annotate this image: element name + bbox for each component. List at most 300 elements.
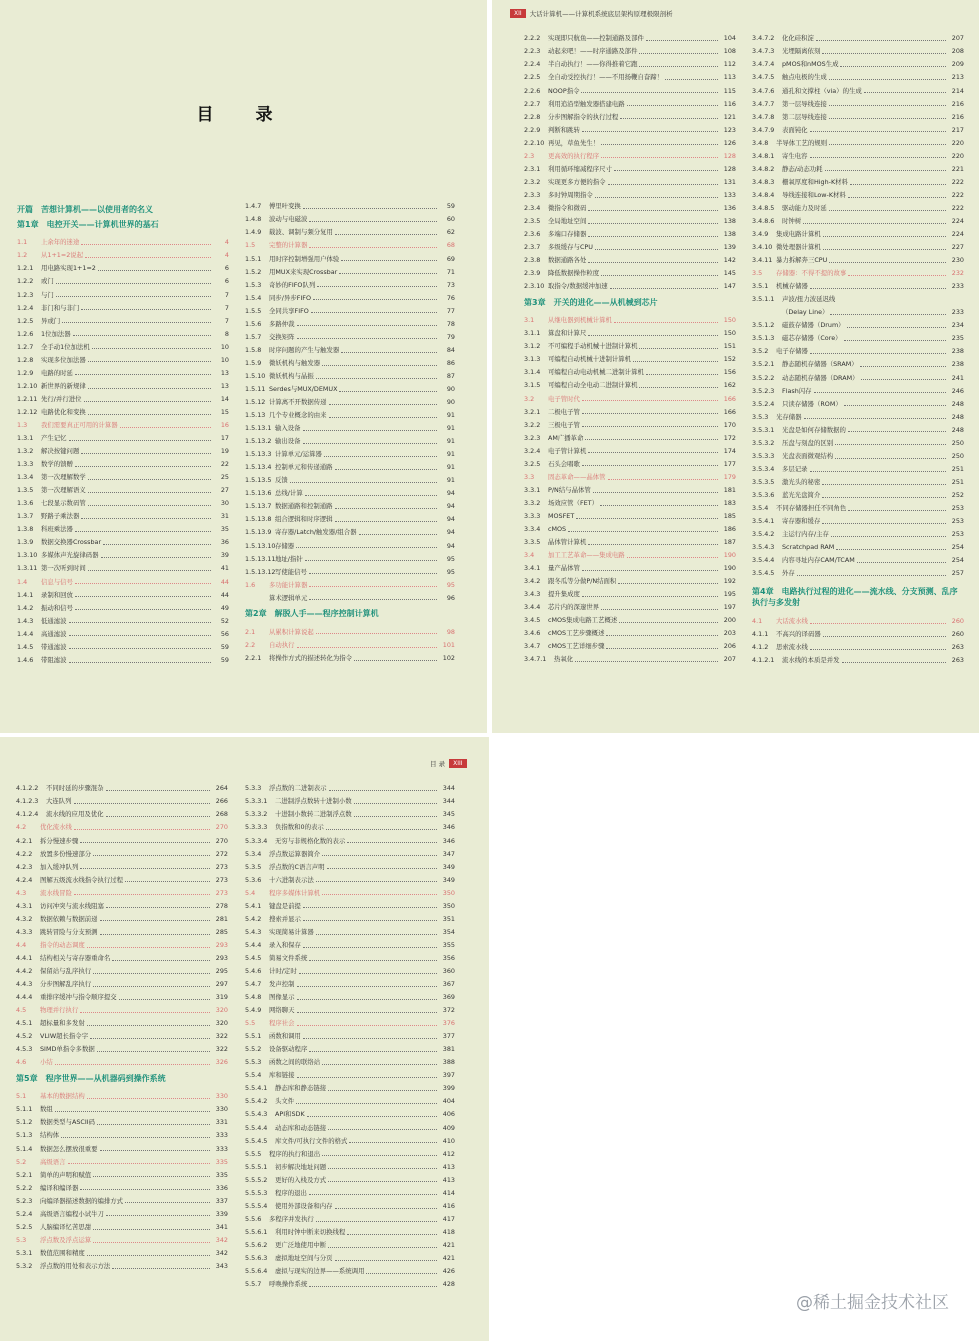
dot-leader [74,894,210,895]
toc-page-number: 91 [446,476,455,485]
toc-number: 第3章 [524,297,546,307]
dot-leader [68,1163,210,1164]
toc-page-number: 235 [951,334,964,343]
toc-title: 不同存储器担任不同角色 [776,504,847,512]
dot-leader [829,144,946,145]
dot-leader [316,633,437,634]
toc-title: 高级语言 [40,1157,66,1166]
toc-page-1 [0,0,487,733]
toc-entry [17,236,229,249]
dot-leader [829,210,946,211]
toc-number: 3.5.3.5 [752,477,775,486]
toc-number: 1.3.2 [17,447,34,456]
toc-number: 5.4.8 [245,993,262,1002]
toc-title: 程序多媒体计算机 [269,888,321,897]
toc-page-number: 94 [446,502,455,511]
toc-page-number: 330 [215,1105,228,1114]
toc-number: 5.1.1 [16,1105,33,1114]
toc-title: 光存储器 [776,412,802,421]
toc-entry [245,808,455,821]
dot-leader [844,340,946,341]
toc-entry [245,200,455,213]
toc-entry [752,410,964,423]
dot-leader [576,518,718,519]
dot-leader [119,999,210,1000]
toc-page-number: 320 [215,1006,228,1015]
toc-entry [245,383,455,396]
toc-entry [17,353,229,366]
toc-title: 不可编程手动机械十进制计算机 [548,342,638,351]
toc-entry [17,288,229,301]
toc-page-number: 27 [220,486,229,495]
toc-number: 4.2.1 [16,836,33,845]
dot-leader [80,842,210,843]
toc-number: 5.3.1 [16,1248,33,1257]
dot-leader [814,392,946,393]
toc-number: 第5章 [16,1074,38,1084]
toc-entry [16,1103,228,1116]
toc-page-number: 151 [723,342,736,351]
toc-title: 网络聊天 [269,1006,295,1015]
toc-entry [752,332,964,345]
toc-page-number: 428 [442,1280,455,1289]
toc-page-number: 270 [215,836,228,845]
toc-page-number: 335 [215,1170,228,1179]
toc-page-number: 266 [215,797,228,806]
toc-number: 5.1.4 [16,1144,33,1153]
dot-leader [297,999,437,1000]
toc-title: 野路子乘法器 [41,512,80,521]
dot-leader [87,1025,210,1026]
toc-title: 第一层导线连接 [782,99,827,108]
toc-title: 静态/动态功耗 [782,164,823,173]
toc-page-number: 179 [723,472,736,481]
toc-entry [16,1181,228,1194]
dot-leader [639,387,718,388]
toc-entry [245,500,455,513]
toc-title: 实现多位加法器 [41,355,86,364]
toc-number: 1.5.6 [245,319,262,328]
toc-page-number: 342 [215,1248,228,1257]
toc-chapter [17,221,229,229]
toc-title: 取指令/数据缓冲加速 [548,282,608,291]
toc-page-number: 322 [215,1045,228,1054]
toc-number: 1.3.5 [17,486,34,495]
dot-leader [857,562,946,563]
dot-leader [341,352,437,353]
toc-number: 2.2.1 [245,653,262,662]
toc-title: 电子管计算机 [548,446,587,455]
toc-number: 2.3.8 [524,256,541,265]
toc-number: 1.2.2 [17,277,34,286]
toc-title: 1位加法器 [41,329,71,338]
dot-leader [80,1189,210,1190]
toc-number: 4.1.2.2 [16,784,39,793]
toc-page-number: 77 [446,306,455,315]
dot-leader [322,1064,437,1065]
toc-number: 1.5.13.7 [245,502,272,511]
toc-title: 大话流水线 [776,617,808,626]
toc-page-number: 257 [951,569,964,578]
dot-leader [303,430,437,431]
dot-leader [297,1025,437,1026]
toc-number: 5.5.4.1 [245,1084,268,1093]
toc-page-number: 16 [220,420,229,429]
toc-page-number: 369 [442,993,455,1002]
toc-number: 5.1.3 [16,1131,33,1140]
toc-entry [16,912,228,925]
toc-number: 第4章 [752,586,774,596]
toc-title: 十进制小数转二进制浮点数 [275,810,352,819]
toc-title: 访问冲突与流水线阻塞 [40,901,104,910]
toc-number: 3.4.7.8 [752,112,775,121]
toc-page-number: 220 [951,151,964,160]
dot-leader [810,471,946,472]
dot-leader [606,635,718,636]
toc-entry [245,1121,455,1134]
toc-entry [752,436,964,449]
toc-entry [16,991,228,1004]
toc-number: 3.4.6 [524,629,541,638]
toc-number: 3.1.3 [524,355,541,364]
toc-entry [17,497,229,510]
toc-title: 载波、调制与频分复用 [269,228,333,237]
toc-page-number: 142 [723,256,736,265]
dot-leader [75,609,211,610]
toc-number: 1.3.7 [17,512,34,521]
toc-entry [17,562,229,575]
toc-number: 5.5.5.4 [245,1201,268,1210]
toc-title: 跳转冒险与分支预测 [40,927,98,936]
toc-entry [752,306,964,319]
toc-page-number: 273 [215,862,228,871]
toc-number: 4.3.3 [16,927,33,936]
dot-leader [614,170,718,171]
dot-leader [601,609,718,610]
toc-number: 2.3.10 [524,282,545,291]
dot-leader [831,536,946,537]
toc-title: 数据交换器Crossbar [41,538,102,547]
toc-page-number: 421 [442,1240,455,1249]
toc-page-number: 197 [723,603,736,612]
toc-page-number: 6 [224,277,229,286]
toc-title: 存储器：不得不提的故事 [776,269,847,278]
toc-page-number: 322 [215,1032,228,1041]
dot-leader [861,379,946,380]
toc-title: 流水线冒险 [40,888,72,897]
toc-number: 1.5.4 [245,293,262,302]
toc-page-number: 376 [442,1019,455,1028]
toc-number: 3.4.4 [524,603,541,612]
dot-leader [608,184,718,185]
toc-number: 5.4.1 [245,901,262,910]
toc-title: 加工工艺革命——集成电路 [548,551,625,560]
toc-number: 3.3.1 [524,485,541,494]
toc-entry [524,353,736,366]
toc-title: 多程序并发执行 [269,1214,314,1223]
dot-leader [296,1103,437,1104]
toc-number: 5.4.5 [245,953,262,962]
dot-leader [81,518,211,519]
toc-entry [524,162,736,175]
toc-entry [245,591,455,604]
toc-entry [752,489,964,502]
toc-entry [245,409,455,422]
toc-title: 寄存器和缓存 [782,517,821,526]
toc-entry [752,32,964,45]
toc-entry [752,162,964,175]
toc-title: 第一次理解语义 [41,486,86,495]
toc-page-number: 347 [442,849,455,858]
dot-leader [69,635,211,636]
toc-number: 3.3.5 [524,538,541,547]
toc-page-number: 248 [951,412,964,421]
toc-entry [752,515,964,528]
toc-title: 设备驱动程序 [269,1045,308,1054]
toc-page-number: 6 [224,264,229,273]
toc-entry [752,450,964,463]
toc-title: 拆分慢速步骤 [40,836,79,845]
toc-number: 2.2.7 [524,99,541,108]
toc-number: 3.4.7.4 [752,60,775,69]
dot-leader [347,842,437,843]
toc-entry [524,136,736,149]
toc-title: 降低数据操作粒度 [548,269,600,278]
toc-entry [245,1134,455,1147]
toc-page-number: 345 [442,810,455,819]
toc-chapter [16,1075,228,1083]
toc-title: 或门 [41,277,54,286]
dot-leader [92,348,211,349]
toc-title: 磁鼓存储器（Drum） [782,321,845,330]
toc-number: 1.2.8 [17,355,34,364]
toc-page-number: 206 [723,642,736,651]
toc-page-number: 13 [220,381,229,390]
toc-page-number: 418 [442,1227,455,1236]
toc-title: 开关的进化——从机械到芯片 [553,297,658,307]
dot-leader [328,1090,437,1091]
toc-number: 5.5.4.5 [245,1136,268,1145]
dot-leader [106,816,210,817]
toc-entry [524,653,736,666]
toc-entry [524,523,736,536]
toc-title: 使用外部设备和内存 [275,1201,333,1210]
toc-title: SIMD单指令多数据 [40,1045,95,1054]
toc-title: 编译和编译器 [40,1183,79,1192]
toc-title: 全局地址空间 [548,216,587,225]
toc-entry [17,393,229,406]
toc-page-number: 263 [951,643,964,652]
toc-page-number: 263 [951,656,964,665]
dot-leader [585,439,718,440]
toc-title: 分步图解指令的执行过程 [548,112,619,121]
dot-leader [601,275,718,276]
toc-title: 利用循环缩减程序尺寸 [548,164,612,173]
toc-entry [752,84,964,97]
dot-leader [848,197,946,198]
toc-entry [16,1056,228,1069]
dot-leader [639,53,718,54]
toc-title: 化化硅积淀 [782,34,814,43]
toc-number: 4.1.1 [752,630,769,639]
toc-title: 存储器 [275,541,295,550]
dot-leader [297,1012,437,1013]
toc-page-number: 355 [442,940,455,949]
toc-number: 3.5.2.4 [752,399,775,408]
toc-page-number: 273 [215,875,228,884]
toc-chapter [752,586,964,608]
toc-entry [752,358,964,371]
toc-entry [245,513,455,526]
toc-page-number: 341 [215,1222,228,1231]
dot-leader [822,53,946,54]
toc-entry [17,471,229,484]
dot-leader [339,273,437,274]
toc-entry [245,1095,455,1108]
toc-number: 3.3.2 [524,498,541,507]
toc-page-number: 253 [951,530,964,539]
toc-page-number: 52 [220,616,229,625]
dot-leader [810,623,946,624]
dot-leader [823,636,946,637]
toc-title: （Delay Line） [782,308,829,317]
dot-leader [303,208,437,209]
toc-title: 内容寻址内存CAM/TCAM [782,556,855,565]
toc-page-number: 372 [442,1006,455,1015]
dot-leader [75,583,211,584]
dot-leader [339,391,437,392]
toc-number: 1.5.13.3 [245,450,272,459]
toc-page-number: 174 [723,446,736,455]
toc-title: 实现简易计算器 [269,927,314,936]
dot-leader [88,361,211,362]
toc-title: 蓝光光盘简介 [782,490,821,499]
toc-title: 晶体管计算机 [548,538,587,547]
toc-entry [752,254,964,267]
toc-number: 1.5.2 [245,267,262,276]
toc-number: 5.2.4 [16,1209,33,1218]
toc-number: 5.2.1 [16,1170,33,1179]
toc-entry [752,58,964,71]
toc-number: 1.2.6 [17,329,34,338]
toc-title: 石头会唱歌 [548,459,580,468]
toc-number: 2.3.6 [524,230,541,239]
toc-page-number: 113 [723,73,736,82]
page-title: 目 录 [196,105,291,125]
dot-leader [822,523,946,524]
toc-page-number: 112 [723,60,736,69]
toc-entry [524,58,736,71]
toc-entry [752,136,964,149]
toc-entry [752,567,964,580]
toc-title: 表面钝化 [782,125,808,134]
toc-page-number: 213 [951,73,964,82]
toc-number: 1.4.4 [17,629,34,638]
toc-page-number: 181 [723,485,736,494]
toc-number: 1.4 [17,577,28,586]
toc-page-number: 346 [442,823,455,832]
toc-entry [524,149,736,162]
toc-page-number: 360 [442,966,455,975]
toc-number: 4.1.2.1 [752,656,775,665]
toc-page-number: 207 [723,655,736,664]
toc-number: 3.5.3.4 [752,464,775,473]
toc-number: 4.4.1 [16,953,33,962]
dot-leader [87,1255,210,1256]
toc-page-number: 41 [220,564,229,573]
toc-entry [16,782,228,795]
toc-title: 图像显示 [269,993,295,1002]
dot-leader [354,660,437,661]
toc-page-number: 36 [220,538,229,547]
toc-number: 3.5.2.3 [752,386,775,395]
dot-leader [633,361,718,362]
toc-number: 3.4.8.1 [752,151,775,160]
toc-entry [524,471,736,484]
toc-page-number: 350 [442,901,455,910]
toc-entry [245,317,455,330]
toc-entry [524,228,736,241]
toc-page-number: 7 [224,316,229,325]
toc-page-number: 183 [723,498,736,507]
toc-column-left [17,200,229,667]
toc-page-number: 238 [951,360,964,369]
toc-number: 3.4.7.5 [752,73,775,82]
dot-leader [56,283,211,284]
toc-entry [245,448,455,461]
toc-title: 先行/并行进位 [41,394,82,403]
toc-number: 3.1.5 [524,381,541,390]
toc-entry [752,371,964,384]
toc-number: 5.3.5 [245,862,262,871]
toc-column-right [752,32,964,667]
toc-entry [524,189,736,202]
toc-page-number: 190 [723,551,736,560]
toc-number: 1.5.8 [245,345,262,354]
toc-page-number: 133 [723,190,736,199]
toc-page-number: 268 [215,810,228,819]
dot-leader [829,262,946,263]
toc-number: 3.4.7.9 [752,125,775,134]
dot-leader [103,544,211,545]
dot-leader [328,1247,437,1248]
toc-page-number: 230 [951,256,964,265]
toc-title: 集成电路计算机 [776,230,821,239]
toc-entry [16,1234,228,1247]
toc-entry [245,552,455,565]
toc-entry [524,176,736,189]
toc-page-number: 331 [215,1118,228,1127]
dot-leader [847,327,946,328]
toc-entry [245,1239,455,1252]
toc-number: 5.4.7 [245,980,262,989]
toc-title: 分步图解乱序执行 [40,980,92,989]
toc-number: 5.4.9 [245,1006,262,1015]
toc-page-number: 136 [723,203,736,212]
toc-entry [524,457,736,470]
dot-leader [864,92,946,93]
toc-title: 实现即只航鱼——控制通路及部件 [548,34,644,43]
toc-entry [524,110,736,123]
toc-page-number: 413 [442,1162,455,1171]
toc-entry [16,899,228,912]
toc-number: 3.1.4 [524,368,541,377]
toc-title: 驱动能力及时延 [782,203,827,212]
dot-leader [297,647,437,648]
toc-number: 2.3.2 [524,177,541,186]
toc-entry [16,1030,228,1043]
dot-leader [582,131,718,132]
